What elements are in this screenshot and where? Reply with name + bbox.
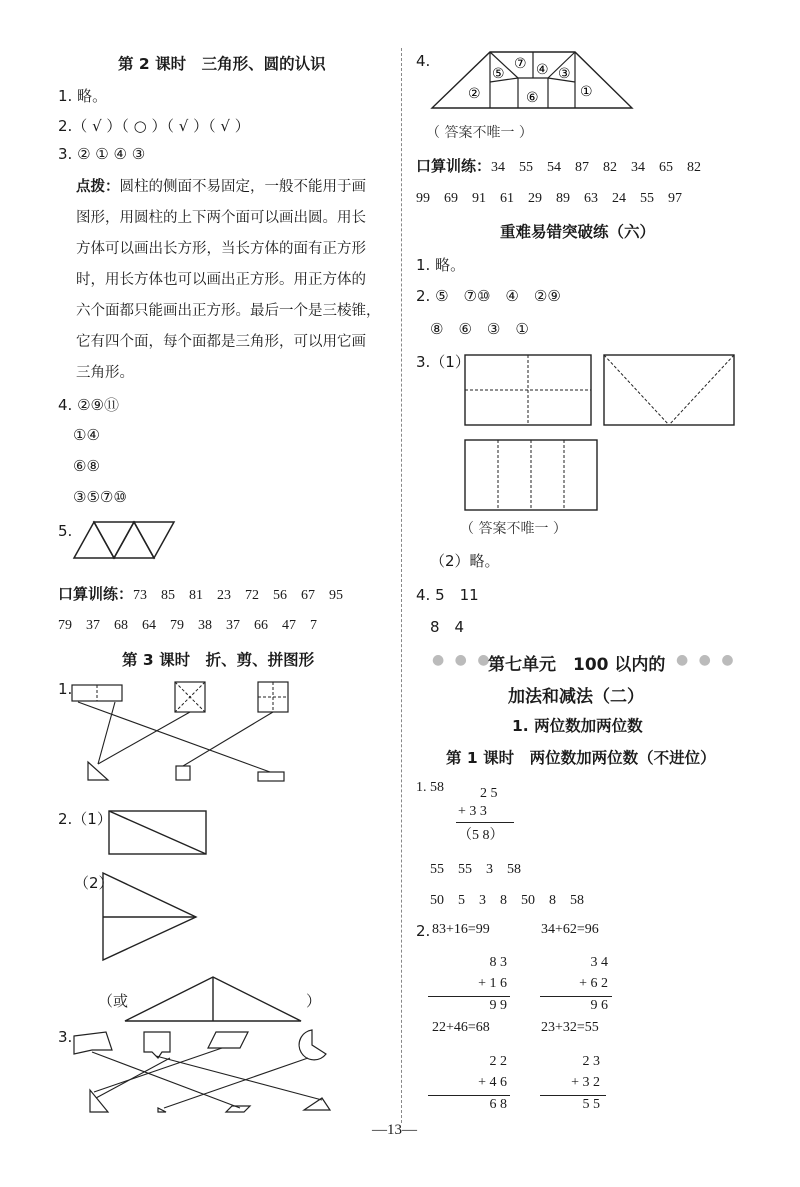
or-open: （或 [98, 992, 129, 1010]
vcalc-rule [428, 1095, 510, 1096]
not-unique-note: （ 答案不唯一 ） [460, 521, 567, 537]
c2-label: 2. [416, 922, 431, 940]
tip-line: 三角形。 [76, 365, 134, 381]
answer-4-line: ①④ [73, 426, 100, 444]
tangram-label: ② [468, 86, 481, 102]
tip-block [76, 172, 394, 389]
oral-label: 口算训练： [58, 585, 134, 603]
not-unique-note: （ 答案不唯一 ） [426, 125, 533, 141]
vcalc-line: 2 3 [582, 1054, 600, 1069]
tangram-label: ① [580, 84, 593, 100]
vcalc-rule [540, 996, 612, 997]
answer-4-line: ③⑤⑦⑩ [73, 488, 127, 506]
vcalc-line: 9 6 [590, 998, 608, 1013]
oral-row: 79 37 68 64 79 38 37 66 47 7 [58, 618, 317, 633]
tip-line: 图形，用圆柱的上下两个面可以画出圆。用长 [76, 210, 366, 226]
h-answer-2-line1: 2. ⑤ ⑦⑩ ④ ②⑨ [416, 287, 561, 305]
column-divider [401, 48, 402, 1123]
vcalc-line: + 4 6 [478, 1075, 507, 1090]
r-answer-4-label: 4. [416, 52, 431, 70]
tip-line: 时，用长方体也可以画出正方形。用正方体的 [76, 272, 366, 288]
tangram-label: ③ [558, 66, 571, 82]
equation: 23+32=55 [541, 1020, 599, 1035]
fold-cut-matching-figure [70, 680, 310, 790]
answer-3: 3. ② ① ④ ③ [58, 145, 146, 163]
tangram-label: ⑤ [492, 66, 505, 82]
wide-triangle-figure [124, 975, 304, 1023]
vcalc-line: 3 4 [590, 955, 608, 970]
c1-vertical-top: 2 5 [480, 786, 498, 801]
oral-row: 99 69 91 61 29 89 63 24 55 97 [416, 191, 682, 206]
answer-5-label: 5. [58, 522, 73, 540]
oral-row: 73 85 81 23 72 56 67 95 [133, 588, 344, 603]
oral-label: 口算训练： [416, 157, 492, 175]
hard-practice-title: 重难易错突破练（六） [500, 223, 656, 241]
c1-row2: 55 55 3 58 [430, 862, 521, 877]
equation: 34+62=96 [541, 922, 599, 937]
h-answer-4-line1: 4. 5 11 [416, 586, 479, 604]
c1-vertical-add: + 3 3 [458, 804, 487, 819]
c1-line [456, 822, 514, 823]
puzzle-matching-figure [72, 1028, 342, 1118]
section-title: 1. 两位数加两位数 [512, 717, 643, 735]
tip-label: 点拨： [76, 179, 120, 195]
lesson3-title: 第 3 课时 折、剪、拼图形 [122, 651, 315, 669]
vcalc-line: + 3 2 [571, 1075, 600, 1090]
tangram-label: ⑥ [526, 90, 539, 106]
triangles-strip-figure [70, 520, 185, 560]
s3-answer-1-label: 1. [58, 680, 73, 698]
triangle-split-figure [102, 872, 198, 962]
vcalc-line: + 6 2 [579, 976, 608, 991]
vcalc-line: 8 3 [489, 955, 507, 970]
answer-4-line: ⑥⑧ [73, 457, 100, 475]
tangram-figure [430, 50, 635, 112]
c1-vertical-result: （5 8） [458, 828, 504, 843]
oral-row: 34 55 54 87 82 34 65 82 [491, 160, 702, 175]
vcalc-line: + 1 6 [478, 976, 507, 991]
tip-line: 圆柱的侧面不易固定，一般不能用于画 [119, 179, 366, 195]
tangram-label: ⑦ [514, 56, 527, 72]
vcalc-rule [428, 996, 510, 997]
answer-2: 2.（ √ ）（ ○ ）（ √ ）（ √ ） [58, 117, 250, 135]
h-answer-3-label: 3.（1） [416, 353, 470, 371]
tip-line: 方体可以画出长方形，当长方体的面有正方形 [76, 241, 366, 257]
rect-diagonal-figure [108, 810, 208, 856]
tip-line: 它有四个面，每个面都是三角形，可以用它画 [76, 334, 366, 350]
tangram-label: ④ [536, 62, 549, 78]
tip-line: 六个面都只能画出正方形。最后一个是三棱锥， [76, 303, 381, 319]
vcalc-line: 5 5 [582, 1097, 600, 1112]
vcalc-line: 9 9 [489, 998, 507, 1013]
h-answer-1: 1. 略。 [416, 256, 466, 274]
or-close: ） [306, 992, 322, 1010]
s3-answer-2-label: 2.（1） [58, 810, 112, 828]
h-answer-2-line2: ⑧ ⑥ ③ ① [430, 320, 529, 338]
lesson1-title: 第 1 课时 两位数加两位数（不进位） [446, 749, 716, 767]
s3-answer-2b-label: （2） [74, 874, 114, 892]
s3-answer-3-label: 3. [58, 1028, 73, 1046]
lesson2-title: 第 2 课时 三角形、圆的认识 [118, 55, 326, 73]
decor-dots-right: ● ● ● [676, 652, 737, 668]
answer-1: 1. 略。 [58, 87, 108, 105]
vcalc-rule [540, 1095, 606, 1096]
c1-row3: 50 5 3 8 50 8 58 [430, 893, 584, 908]
h-answer-3b: （2）略。 [430, 552, 500, 570]
equation: 22+46=68 [432, 1020, 490, 1035]
h-answer-4-line2: 8 4 [430, 618, 465, 636]
decor-dots-left: ● ● ● [432, 652, 493, 668]
rectangle-division-figures [464, 354, 744, 514]
answer-4-line: 4. ②⑨⑪ [58, 396, 119, 414]
vcalc-line: 2 2 [489, 1054, 507, 1069]
c1-label: 1. 58 [416, 780, 444, 795]
page-number: —13— [372, 1122, 417, 1138]
unit-title-line1: 第七单元 100 以内的 [488, 655, 666, 675]
equation: 83+16=99 [432, 922, 490, 937]
vcalc-line: 6 8 [489, 1097, 507, 1112]
unit-title-line2: 加法和减法（二） [508, 687, 644, 707]
